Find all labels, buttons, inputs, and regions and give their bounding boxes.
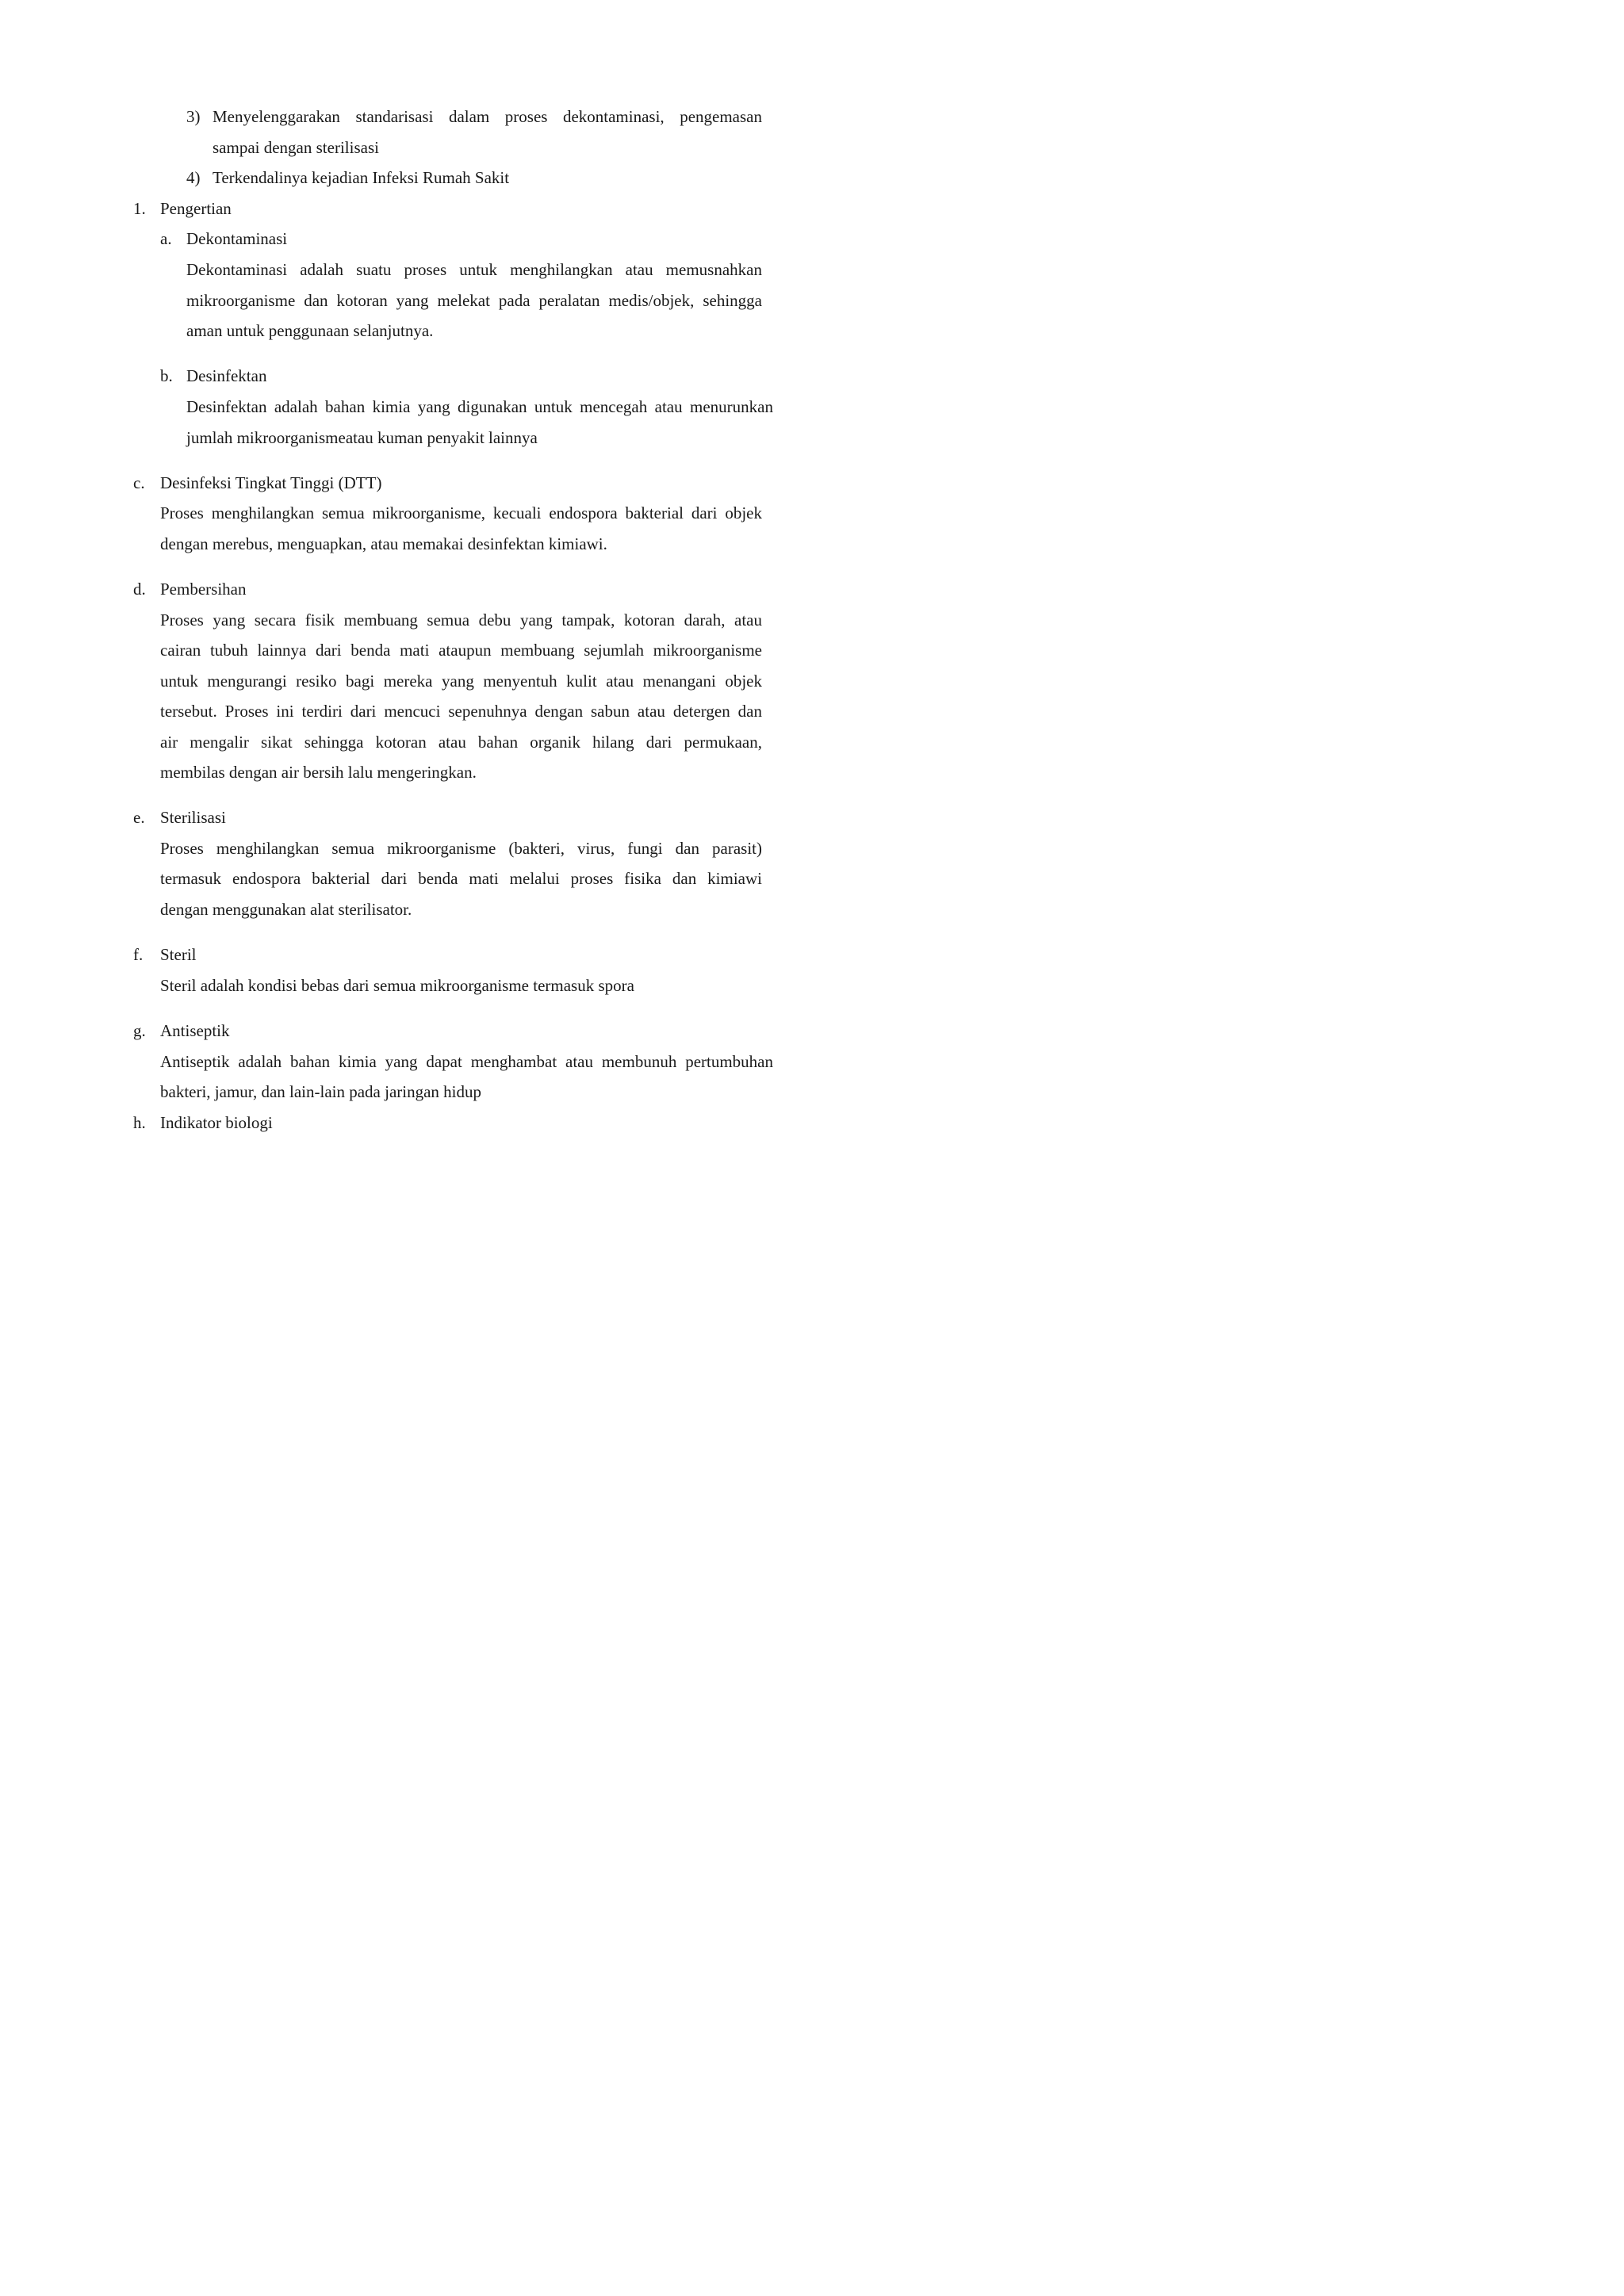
definition-term: Antiseptik <box>160 1021 230 1040</box>
definition-text-line: jumlah mikroorganismeatau kuman penyakit lainnya <box>186 428 538 447</box>
definition-text-line: bakteri, jamur, dan lain-lain pada jaringan hidup <box>160 1082 482 1101</box>
section-title: Pengertian <box>160 199 232 218</box>
objective-text-line: sampai dengan sterilisasi <box>213 138 379 157</box>
definition-text-line: Proses yang secara fisik membuang semua debu yang tampak, kotoran darah, atau <box>160 610 762 629</box>
definition-letter: g. <box>133 1021 146 1040</box>
definition-letter: h. <box>133 1113 146 1132</box>
definition-letter: c. <box>133 473 145 492</box>
definition-letter: f. <box>133 945 144 964</box>
definition-text-line: membilas dengan air bersih lalu mengeringkan. <box>160 763 477 782</box>
definition-text-line: Desinfektan adalah bahan kimia yang digunakan untuk mencegah atau menurunkan <box>186 397 773 416</box>
section-number: 1. <box>133 199 146 218</box>
document-page <box>0 0 875 1238</box>
definition-text-line: tersebut. Proses ini terdiri dari mencuci sepenuhnya dengan sabun atau detergen dan <box>160 702 762 721</box>
definition-text-line: termasuk endospora bakterial dari benda mati melalui proses fisika dan kimiawi <box>160 869 762 888</box>
definition-term: Desinfektan <box>186 366 267 385</box>
definition-letter: b. <box>160 366 173 385</box>
definition-letter: d. <box>133 580 146 599</box>
definition-text-line: Steril adalah kondisi bebas dari semua mikroorganisme termasuk spora <box>160 976 634 995</box>
definition-text-line: Antiseptik adalah bahan kimia yang dapat menghambat atau membunuh pertumbuhan <box>160 1052 773 1071</box>
definition-text-line: mikroorganisme dan kotoran yang melekat pada peralatan medis/objek, sehingga <box>186 291 762 310</box>
definition-letter: a. <box>160 229 172 248</box>
objective-text-line: Menyelenggarakan standarisasi dalam proses dekontaminasi, pengemasan <box>213 107 762 126</box>
definition-term: Indikator biologi <box>160 1113 273 1132</box>
objective-number: 4) <box>186 168 201 187</box>
definition-term: Dekontaminasi <box>186 229 288 248</box>
definition-term: Desinfeksi Tingkat Tinggi (DTT) <box>160 473 382 492</box>
objective-number: 3) <box>186 107 201 126</box>
definition-text-line: Proses menghilangkan semua mikroorganisme (bakteri, virus, fungi dan parasit) <box>160 839 762 858</box>
objective-text-line: Terkendalinya kejadian Infeksi Rumah Sakit <box>213 168 510 187</box>
definition-text-line: dengan menggunakan alat sterilisator. <box>160 900 412 919</box>
definition-text-line: aman untuk penggunaan selanjutnya. <box>186 321 434 340</box>
definition-text-line: cairan tubuh lainnya dari benda mati ataupun membuang sejumlah mikroorganisme <box>160 641 762 660</box>
definition-letter: e. <box>133 808 145 827</box>
definition-text-line: Proses menghilangkan semua mikroorganisme, kecuali endospora bakterial dari objek <box>160 503 762 522</box>
definition-text-line: dengan merebus, menguapkan, atau memakai desinfektan kimiawi. <box>160 534 607 553</box>
definition-text-line: untuk mengurangi resiko bagi mereka yang menyentuh kulit atau menangani objek <box>160 672 762 691</box>
definition-term: Pembersihan <box>160 580 247 599</box>
definition-term: Steril <box>160 945 197 964</box>
definition-term: Sterilisasi <box>160 808 226 827</box>
definition-text-line: air mengalir sikat sehingga kotoran atau bahan organik hilang dari permukaan, <box>160 733 762 752</box>
definition-text-line: Dekontaminasi adalah suatu proses untuk menghilangkan atau memusnahkan <box>186 260 762 279</box>
